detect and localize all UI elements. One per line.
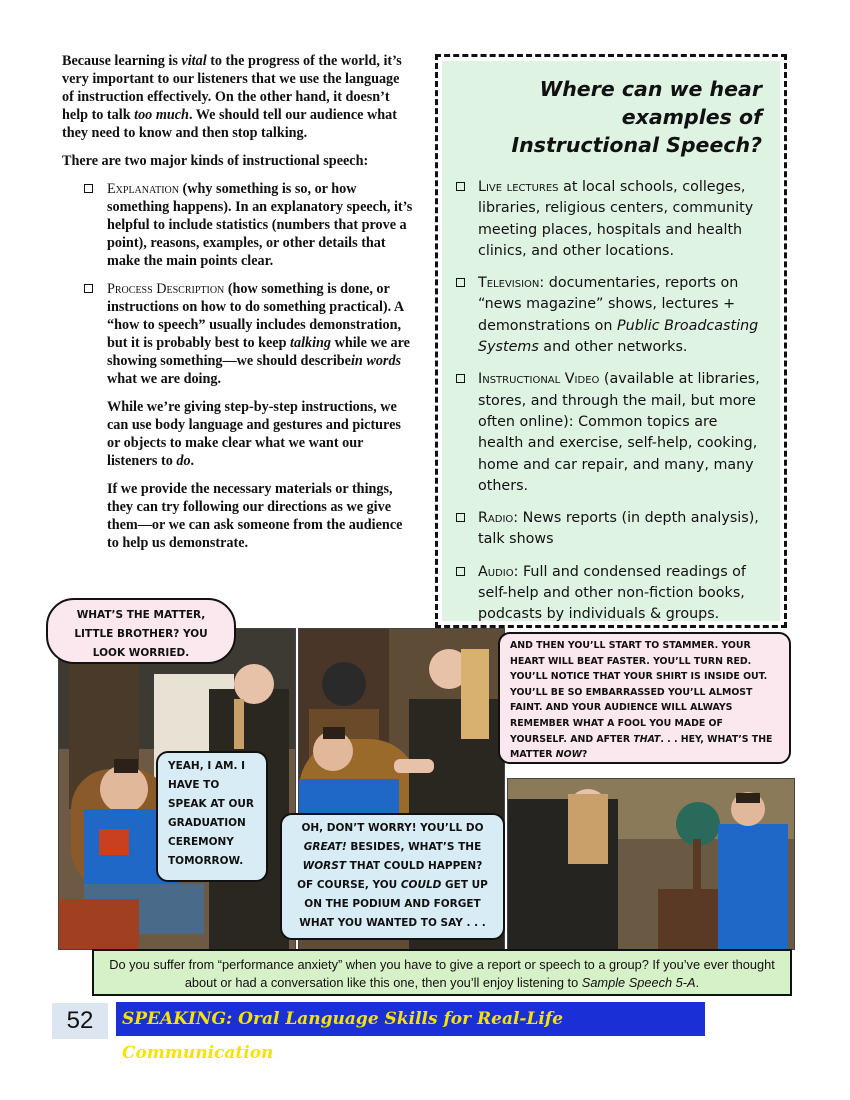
comic-strip bbox=[58, 609, 793, 996]
checkbox-bullet-icon bbox=[84, 184, 93, 193]
checkbox-bullet-icon bbox=[456, 567, 465, 576]
list-item-audio: Audio: Full and condensed readings of self-help and other non-fiction books, podcasts by individuals & groups. bbox=[456, 562, 762, 626]
checkbox-bullet-icon bbox=[456, 278, 465, 287]
checkbox-bullet-icon bbox=[456, 374, 465, 383]
sidebar-title: Where can we hear examples of Instructional Speech? bbox=[511, 77, 762, 157]
comic-caption: Do you suffer from “performance anxiety” when you have to give a report or speech to a group? If you’ve ever thought about or had a conversation like this one, then you’ll enjoy listening to Sample Speech 5-A. bbox=[92, 949, 792, 996]
speech-bubble-sister-2: OH, DON’T WORRY! YOU’LL DO GREAT! BESIDES, WHAT’S THE WORST THAT COULD HAPPEN? OF COURSE, YOU COULD GET UP ON THE PODIUM AND FORGET WHAT YOU WANTED TO SAY . . . bbox=[280, 813, 505, 940]
materials-paragraph: If we provide the necessary materials or things, they can try following our directions as we give them—or we can ask someone from the audience to help us demonstrate. bbox=[107, 481, 403, 551]
kinds-paragraph: There are two major kinds of instructional speech: bbox=[62, 153, 369, 169]
page-number: 52 bbox=[52, 1003, 108, 1039]
list-item-television: Television: documentaries, reports on “news magazine” shows, lectures + demonstrations on Public Broadcasting Systems and other networks. bbox=[456, 273, 762, 358]
book-title-banner: SPEAKING: Oral Language Skills for Real-Life Communication bbox=[116, 1002, 705, 1036]
list-item-explanation: Explanation (why something is so, or how something happens). In an explanatory speech, it’s helpful to include statistics (numbers that prove a point), reasons, examples, or other details that make the main points clear. bbox=[62, 180, 414, 270]
list-item-process-description: Process Description (how something is done, or instructions on how to do something practical). A “how to speech” usually includes demonstration, but it is probably best to keep talking while we are showing something—we should describein words what we are doing. bbox=[62, 280, 414, 388]
comic-panel-3-photo bbox=[507, 778, 795, 950]
intro-paragraph: Because learning is vital to the progress of the world, it’s very important to our listeners that we use the language of instruction effectively. On the other hand, it doesn’t help to talk too much. We should tell our audience what they need to know and then stop talking. bbox=[62, 53, 402, 141]
checkbox-bullet-icon bbox=[456, 513, 465, 522]
checkbox-bullet-icon bbox=[84, 284, 93, 293]
examples-sidebar bbox=[435, 54, 787, 628]
speech-bubble-sister-1: WHAT’S THE MATTER, LITTLE BROTHER? YOU LOOK WORRIED. bbox=[46, 598, 236, 664]
speech-bubble-sister-3: AND THEN YOU’LL START TO STAMMER. YOUR HEART WILL BEAT FASTER. YOU’LL TURN RED. YOU’LL NOTICE THAT YOUR SHIRT IS INSIDE OUT. YOU’LL BE SO EMBARRASSED YOU’LL ALMOST FAINT. AND YOUR AUDIENCE WILL ALWAYS REMEMBER WHAT A FOOL YOU MADE OF YOURSELF. AND AFTER THAT. . . HEY, WHAT’S THE MATTER NOW? bbox=[498, 632, 791, 764]
examples-list bbox=[456, 177, 762, 626]
list-item-radio: Radio: News reports (in depth analysis), talk shows bbox=[456, 508, 762, 551]
speech-bubble-brother: YEAH, I AM. I HAVE TO SPEAK AT OUR GRADUATION CEREMONY TOMORROW. bbox=[156, 751, 268, 882]
checkbox-bullet-icon bbox=[456, 182, 465, 191]
list-item-live-lectures: Live lectures at local schools, colleges, libraries, religious centers, community meeting places, hospitals and health clinics, and other locations. bbox=[456, 177, 762, 262]
speech-kinds-list bbox=[62, 180, 414, 388]
main-text-column bbox=[62, 52, 414, 562]
list-item-instructional-video: Instructional Video (available at libraries, stores, and through the mail, but more often online): Common topics are health and exercise, self-help, cooking, home and car repair, and many, many others. bbox=[456, 369, 762, 497]
gestures-paragraph: While we’re giving step-by-step instructions, we can use body language and gestures and pictures or objects to make clear what we want our listeners to do. bbox=[107, 399, 401, 469]
sidebar-panel bbox=[442, 61, 780, 621]
